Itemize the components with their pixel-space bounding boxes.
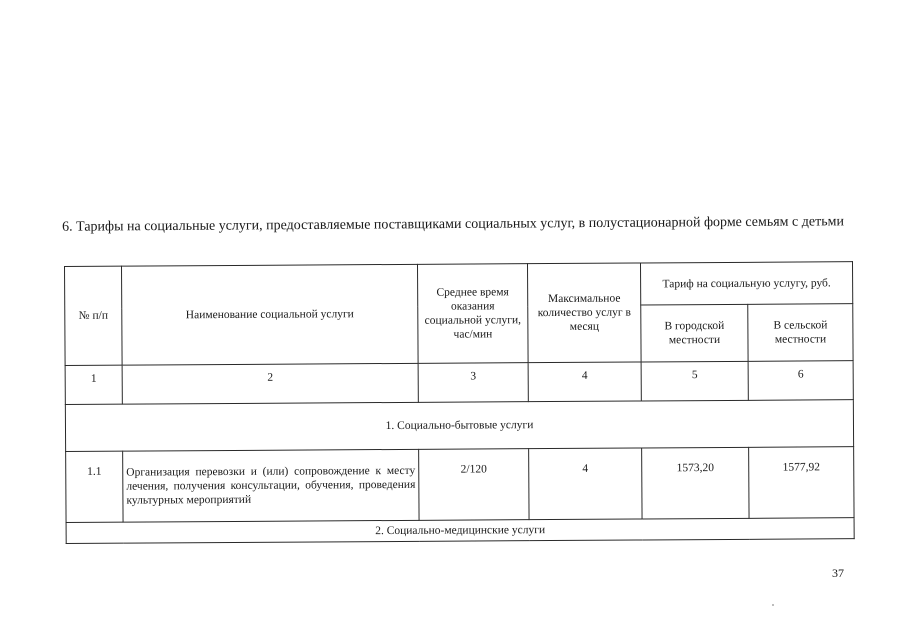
- scan-speck: [772, 604, 774, 606]
- section-row: [66, 518, 854, 544]
- page-title: 6. Тарифы на социальные услуги, предоставляемые поставщиками социальных услуг, в полустационарной форме семьям с детьми: [62, 214, 844, 235]
- header-avg-time: Среднее время оказания социальной услуги, час/мин: [417, 264, 528, 364]
- table-row: [66, 447, 854, 523]
- tariff-table-container: [64, 261, 854, 544]
- header-row-1: [65, 262, 853, 309]
- header-name: Наименование социальной услуги: [122, 264, 419, 365]
- column-number: 6: [748, 361, 853, 401]
- header-number: № п/п: [65, 266, 123, 365]
- page-number: 37: [832, 566, 844, 580]
- row-service-name: Организация перевозки и (или) сопровождение к месту лечения, получения консультации, обучения, проведения культурных мероприятий: [123, 449, 419, 522]
- column-number: 1: [65, 365, 122, 404]
- row-avg-time: 2/120: [419, 449, 529, 521]
- header-max-count: Максимальное количество услуг в месяц: [527, 263, 641, 363]
- section-title: 2. Социально-медицинские услуги: [66, 518, 854, 544]
- column-number: 4: [528, 362, 641, 402]
- row-rural-tariff: 1577,92: [749, 447, 854, 519]
- column-number-row: [65, 361, 853, 405]
- row-urban-tariff: 1573,20: [642, 447, 749, 519]
- header-rural: В сельской местности: [748, 304, 853, 362]
- header-tariff: Тариф на социальную услугу, руб.: [640, 262, 852, 305]
- section-row: [65, 400, 853, 452]
- tariff-table: [64, 261, 855, 544]
- section-title: 1. Социально-бытовые услуги: [65, 400, 853, 452]
- column-number: 5: [641, 361, 748, 401]
- column-number: 3: [418, 363, 528, 403]
- column-number: 2: [122, 363, 418, 404]
- row-number: 1.1: [66, 451, 123, 522]
- row-max-count: 4: [529, 448, 642, 520]
- header-urban: В городской местности: [641, 304, 748, 362]
